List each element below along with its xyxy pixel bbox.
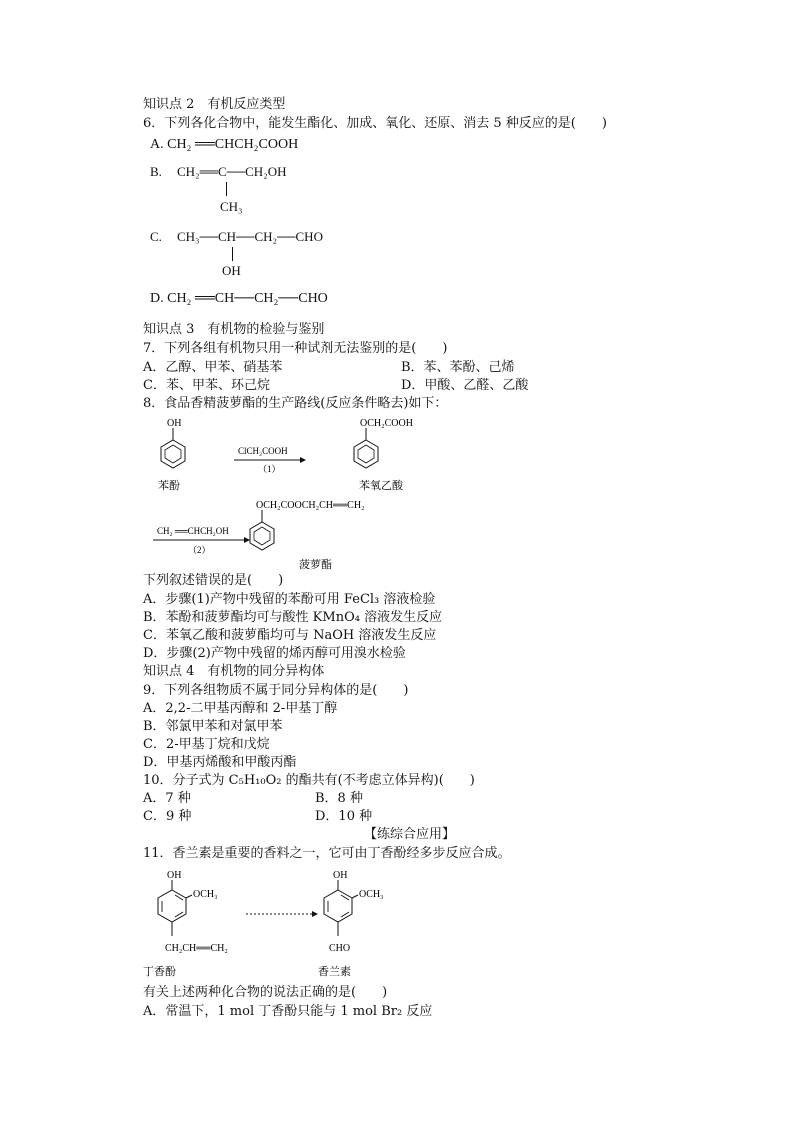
q8-option-d: D．步骤(2)产物中残留的烯丙醇可用溴水检验 <box>143 646 406 661</box>
section-comprehensive: 【练综合应用】 <box>364 827 456 842</box>
pineapple-ester-structure <box>250 510 274 550</box>
question-8: 8．食品香精菠萝酯的生产路线(反应条件略去)如下： <box>143 396 448 411</box>
q9-option-d: D．甲基丙烯酸和甲酸丙酯 <box>143 755 297 770</box>
vanillin-oh: OH <box>333 870 348 881</box>
q7-option-a: A．乙醇、甲苯、硝基苯 <box>143 360 283 375</box>
q8-reaction-scheme <box>140 414 430 574</box>
q6-option-c-branch: OH <box>222 263 241 278</box>
eugenol-oh: OH <box>167 870 182 881</box>
ester-name: 菠萝酯 <box>299 559 332 571</box>
q6-option-b-label: B. <box>150 164 162 179</box>
vanillin-name: 香兰素 <box>318 966 351 978</box>
q8-option-c: C．苯氧乙酸和菠萝酯均可与 NaOH 溶液发生反应 <box>143 628 437 643</box>
question-9: 9．下列各组物质不属于同分异构体的是( ) <box>143 683 409 698</box>
phenol-structure <box>161 428 185 468</box>
q6-option-a: A. CH₂ ══CHCH₂COOH <box>150 137 299 152</box>
q10-option-b: B．8 种 <box>315 791 363 806</box>
q9-option-c: C．2-甲基丁烷和戊烷 <box>143 737 270 752</box>
phenol-oh: OH <box>167 418 182 429</box>
step-1: （1） <box>258 464 281 474</box>
q10-option-d: D．10 种 <box>315 809 373 824</box>
eugenol-structure <box>158 880 192 936</box>
q11-option-a: A．常温下，1 mol 丁香酚只能与 1 mol Br₂ 反应 <box>143 1004 433 1019</box>
q7-option-c: C．苯、甲苯、环己烷 <box>143 378 270 393</box>
q10-option-a: A．7 种 <box>143 791 191 806</box>
vanillin-och3: OCH₃ <box>359 889 384 900</box>
q9-option-a: A．2,2-二甲基丙醇和 2-甲基丁醇 <box>143 701 338 716</box>
reagent-2: CH₂ ══CHCH₂OH <box>157 526 229 536</box>
eugenol-allyl: CH₂CH══CH₂ <box>165 943 228 954</box>
question-7: 7．下列各组有机物只用一种试剂无法鉴别的是( ) <box>143 341 448 356</box>
q8-option-a: A．步骤(1)产物中残留的苯酚可用 FeCl₃ 溶液检验 <box>143 592 436 607</box>
step-2: （2） <box>188 545 211 555</box>
q11-reaction-scheme <box>140 864 410 984</box>
q10-option-c: C．9 种 <box>143 809 192 824</box>
q9-option-b: B．邻氯甲苯和对氯甲苯 <box>143 719 283 734</box>
q6-option-b-formula: CH₂══C──CH₂OH <box>177 164 287 179</box>
eugenol-name: 丁香酚 <box>143 966 176 978</box>
q7-option-d: D．甲酸、乙醛、乙酸 <box>401 378 529 393</box>
question-11: 11．香兰素是重要的香料之一，它可由丁香酚经多步反应合成。 <box>143 846 511 861</box>
bond-line <box>232 247 233 261</box>
q6-option-b-branch: CH₃ <box>220 199 243 214</box>
question-10: 10．分子式为 C₅H₁₀O₂ 的酯共有(不考虑立体异构)( ) <box>143 773 475 788</box>
q8-prompt: 下列叙述错误的是( ) <box>143 573 284 588</box>
section-heading-2: 知识点 2 有机反应类型 <box>143 97 286 112</box>
vanillin-cho: CHO <box>329 943 351 954</box>
phenol-name: 苯酚 <box>158 480 180 492</box>
q6-option-d: D. CH₂ ══CH──CH₂──CHO <box>150 291 328 306</box>
q7-option-b: B．苯、苯酚、己烯 <box>401 360 515 375</box>
reagent-1: ClCH₂COOH <box>238 446 288 456</box>
vanillin-structure <box>324 880 358 936</box>
q6-option-c-formula: CH₃──CH──CH₂──CHO <box>177 229 323 244</box>
bond-line <box>226 182 227 196</box>
section-heading-4: 知识点 4 有机物的同分异构体 <box>143 664 325 679</box>
ester-group: OCH₂COOCH₂CH══CH₂ <box>256 500 365 511</box>
q11-prompt: 有关上述两种化合物的说法正确的是( ) <box>143 985 388 1000</box>
q8-option-b: B．苯酚和菠萝酯均可与酸性 KMnO₄ 溶液发生反应 <box>143 610 443 625</box>
section-heading-3: 知识点 3 有机物的检验与鉴别 <box>143 322 325 337</box>
acid-name: 苯氧乙酸 <box>359 480 403 492</box>
eugenol-och3: OCH₃ <box>193 889 218 900</box>
phenoxyacetic-acid-structure <box>354 428 378 468</box>
question-6: 6．下列各化合物中，能发生酯化、加成、氧化、还原、消去 5 种反应的是( ) <box>143 116 607 131</box>
acid-group: OCH₂COOH <box>360 418 413 429</box>
q6-option-c-label: C. <box>150 229 162 244</box>
